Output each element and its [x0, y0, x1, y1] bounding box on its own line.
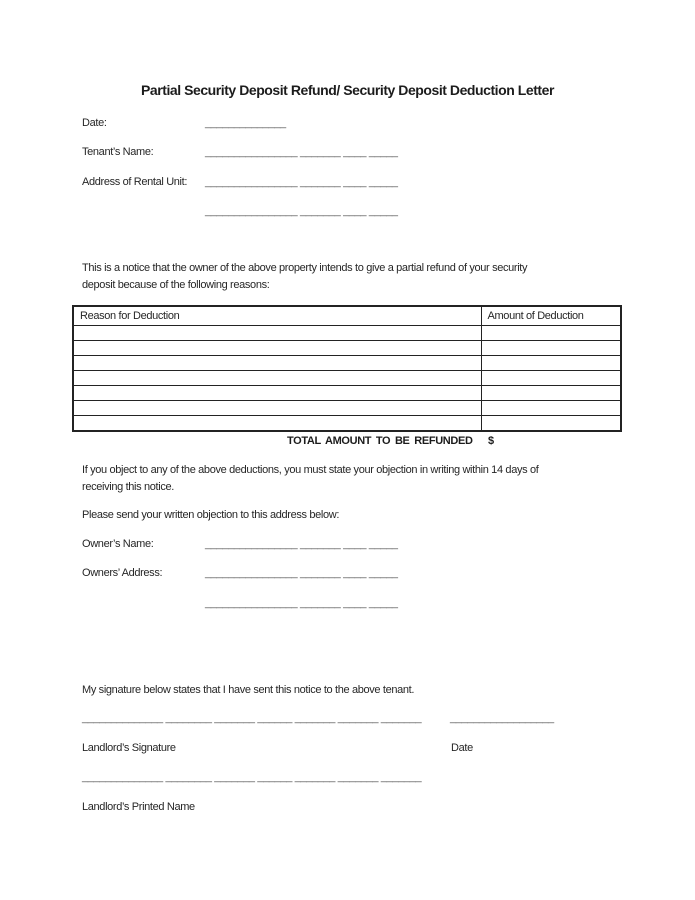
landlord-signature-label: Landlord’s Signature [82, 742, 176, 754]
rental-address-line2-row [205, 204, 398, 218]
reason-cell[interactable] [73, 341, 481, 356]
document-title: Partial Security Deposit Refund/ Security Deposit Deduction Letter [141, 82, 554, 98]
reason-cell[interactable] [73, 401, 481, 416]
intro-line1: This is a notice that the owner of the above property intends to give a partial refund of your security [82, 262, 528, 274]
deduction-table-row [73, 356, 621, 371]
amount-cell[interactable] [481, 341, 621, 356]
total-label: TOTAL AMOUNT TO BE REFUNDED [287, 435, 473, 447]
rental-address-blank-line2[interactable]: ________________ _______ ____ _____ [205, 205, 398, 217]
owner-address-blank-line2[interactable]: ________________ _______ ____ _____ [205, 597, 398, 609]
objection-line2: receiving this notice. [82, 481, 174, 493]
deduction-table-row [73, 386, 621, 401]
total-currency-sign: $ [488, 435, 494, 447]
landlord-printed-name-label: Landlord’s Printed Name [82, 801, 195, 813]
amount-cell[interactable] [481, 386, 621, 401]
amount-cell[interactable] [481, 371, 621, 386]
owner-address-field-row [82, 566, 398, 580]
owner-name-field-row [82, 537, 398, 551]
rental-address-label: Address of Rental Unit: [82, 176, 188, 188]
rental-address-field-row [82, 175, 398, 189]
amount-column-header: Amount of Deduction [481, 306, 621, 326]
send-instruction: Please send your written objection to this address below: [82, 509, 340, 521]
amount-cell[interactable] [481, 416, 621, 432]
reason-cell[interactable] [73, 371, 481, 386]
owner-name-blank-line[interactable]: ________________ _______ ____ _____ [205, 538, 398, 550]
signature-date-label: Date [451, 742, 473, 754]
deduction-table-row [73, 326, 621, 341]
deduction-table-header-row [73, 306, 621, 326]
rental-address-blank-line[interactable]: ________________ _______ ____ _____ [205, 176, 398, 188]
signature-statement: My signature below states that I have sent this notice to the above tenant. [82, 684, 415, 696]
total-row [72, 435, 622, 450]
landlord-printed-name-blank-line[interactable]: ______________ ________ _______ ______ _______ _______ _______ [82, 771, 422, 783]
objection-paragraph [82, 462, 622, 496]
intro-paragraph [82, 260, 622, 294]
date-field-row [82, 116, 286, 130]
deduction-table-body [73, 326, 621, 432]
tenant-name-field-row [82, 145, 398, 159]
owner-address-blank-line[interactable]: ________________ _______ ____ _____ [205, 567, 398, 579]
deduction-table-row [73, 341, 621, 356]
owner-address-label: Owners’ Address: [82, 567, 163, 579]
intro-line2: deposit because of the following reasons: [82, 279, 270, 291]
deduction-table-row [73, 371, 621, 386]
signature-date-blank-line[interactable]: __________________ [450, 712, 554, 724]
date-label: Date: [82, 117, 107, 129]
objection-line1: If you object to any of the above deductions, you must state your objection in writing within 14 days of [82, 464, 539, 476]
tenant-name-blank-line[interactable]: ________________ _______ ____ _____ [205, 146, 398, 158]
amount-cell[interactable] [481, 401, 621, 416]
deduction-table-row [73, 416, 621, 432]
owner-address-line2-row [205, 596, 398, 610]
landlord-signature-blank-line[interactable]: ______________ ________ _______ ______ _______ _______ _______ [82, 712, 422, 724]
reason-cell[interactable] [73, 416, 481, 432]
deduction-table [72, 305, 622, 432]
amount-cell[interactable] [481, 326, 621, 341]
reason-cell[interactable] [73, 386, 481, 401]
reason-cell[interactable] [73, 326, 481, 341]
reason-column-header: Reason for Deduction [73, 306, 481, 326]
deduction-table-row [73, 401, 621, 416]
date-blank-line[interactable]: ______________ [205, 117, 286, 129]
amount-cell[interactable] [481, 356, 621, 371]
tenant-name-label: Tenant’s Name: [82, 146, 154, 158]
owner-name-label: Owner’s Name: [82, 538, 154, 550]
reason-cell[interactable] [73, 356, 481, 371]
